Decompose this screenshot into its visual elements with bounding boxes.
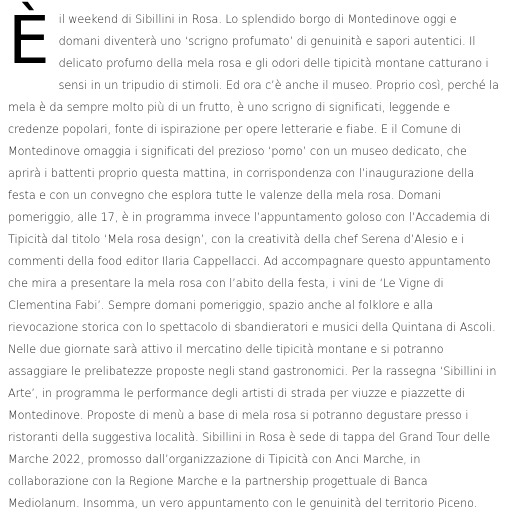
- article-body: [8, 2, 500, 515]
- article-paragraph: il weekend di Sibillini in Rosa. Lo splendido borgo di Montedinove oggi e domani diventerà uno ‘scrigno profumato’ di genuinità e sapori autentici. Il delicato profumo della mela rosa e gli odori delle tipicità montane catturano i sensi in un tripudio di stimoli. Ed ora c’è anche il museo. Proprio così, perché la mela è da sempre molto più di un frutto, è uno scrigno di significati, leggende e credenze popolari, fonte di ispirazione per opere letterarie e fiabe. E il Comune di Montedinove omaggia i significati del prezioso ‘pomo’ con un museo dedicato, che aprirà i battenti proprio questa mattina, in corrispondenza con l’inaugurazione della festa e con un convegno che esplora tutte le valenze della mela rosa. Domani pomeriggio, alle 17, è in programma invece l’appuntamento goloso con l’Accademia di Tipicità dal titolo ‘Mela rosa design’, con la creatività della chef Serena d’Alesio e i commenti della food editor Ilaria Cappellacci. Ad accompagnare questo appuntamento che mira a presentare la mela rosa con l’abito della festa, i vini de ‘Le Vigne di Clementina Fabi’. Sempre domani pomeriggio, spazio anche al folklore e alla rievocazione storica con lo spettacolo di sbandieratori e musici della Quintana di Ascoli. Nelle due giornate sarà attivo il mercatino delle tipicità montane e si potranno assaggiare le prelibatezze proposte negli stand gastronomici. Per la rassegna ‘Sibillini in Arte’, in programma le performance degli artisti di strada per viuzze e piazzette di Montedinove. Proposte di menù a base di mela rosa si potranno degustare presso i ristoranti della suggestiva località. Sibillini in Rosa è sede di tappa del Grand Tour delle Marche 2022, promosso dall’organizzazione di Tipicità con Anci Marche, in collaborazione con la Regione Marche e la partnership progettuale di Banca Mediolanum. Insomma, un vero appuntamento con le genuinità del territorio Piceno.: [8, 13, 499, 510]
- drop-cap-letter: È: [8, 2, 50, 79]
